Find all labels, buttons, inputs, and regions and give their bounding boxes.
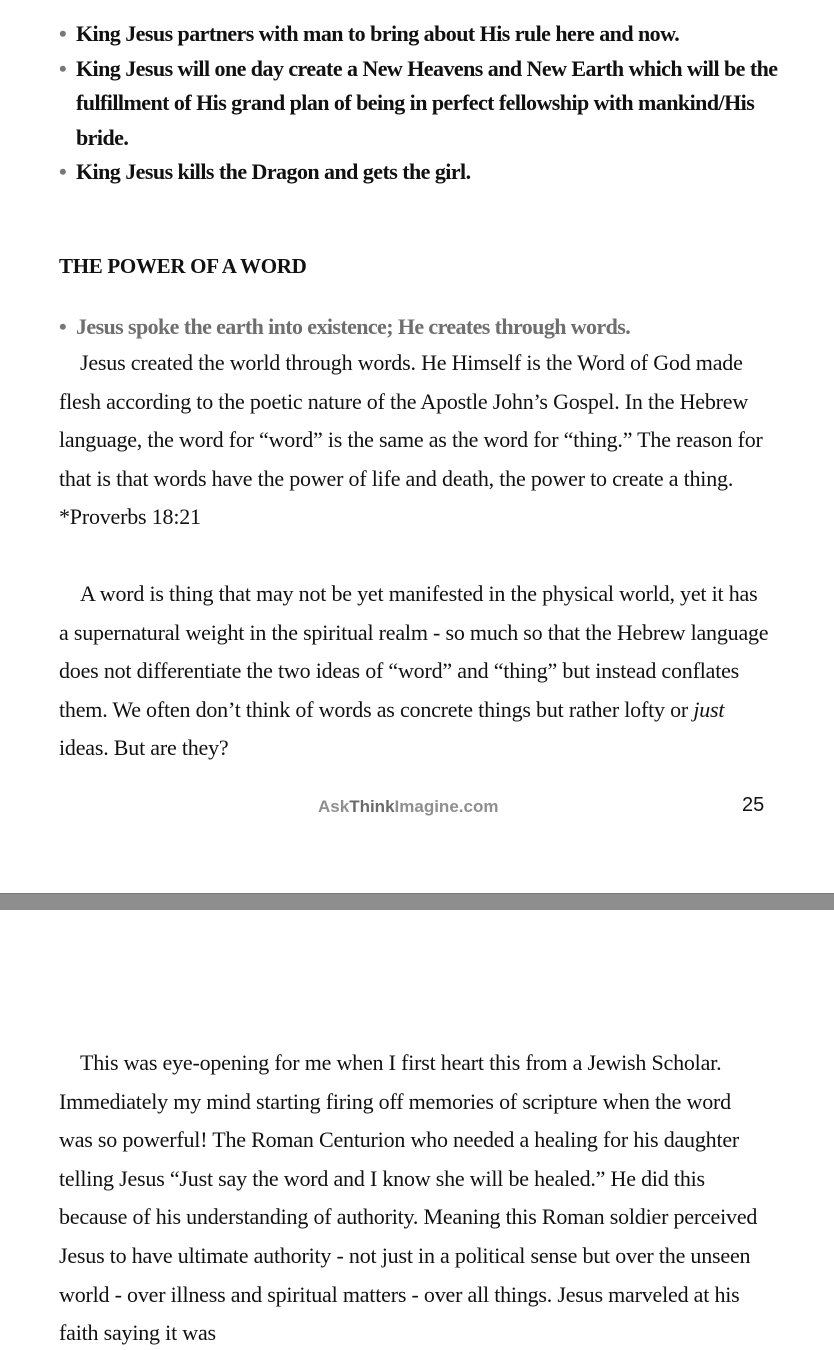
document-page-26 [0,910,834,1350]
paragraph-centurion [59,1044,769,1350]
paragraph-1-text: Jesus created the world through words. He Himself is the Word of God made flesh according to the poetic nature of the Apostle John’s Gospel. In the Hebrew language, the word for “word” is the same as the word for “thing.” The reason for that is that words have the power of life and death, the power to create a thing. *Proverbs 18:21 [59,350,763,530]
footer-website [318,797,498,817]
page-divider [0,893,834,910]
paragraph-word-of-god [59,344,769,537]
king-jesus-bullet-list [59,17,779,190]
bullet-item-1 [59,17,779,52]
paragraph-word-thing [59,575,769,768]
paragraph-2-emphasis: just [693,696,725,722]
bullet-dot-icon: • [59,21,67,46]
bullet-item-2 [59,52,779,156]
footer-site-part-3: Imagine.com [394,797,499,816]
bullet-text-3: King Jesus kills the Dragon and gets the girl. [76,159,471,184]
highlight-bullet-text: Jesus spoke the earth into existence; He creates through words. [76,314,631,339]
paragraph-2-text-b: ideas. But are they? [59,735,229,761]
bullet-item-3 [59,155,779,190]
bullet-text-1: King Jesus partners with man to bring about His rule here and now. [76,21,680,46]
bullet-text-2: King Jesus will one day create a New Heavens and New Earth which will be the fulfillment of His grand plan of being in perfect fellowship with mankind/His bride. [76,55,778,150]
page-number: 25 [742,794,765,816]
paragraph-2-text-a: A word is thing that may not be yet manifested in the physical world, yet it has a supernatural weight in the spiritual realm - so much so that the Hebrew language does not differentiate the two ideas of “word” and “thing” but instead conflates them. We often don’t think of words as concrete things but rather lofty or [59,581,769,722]
bullet-dot-icon: • [59,55,67,81]
highlight-bullet [59,310,796,344]
section-heading: THE POWER OF A WORD [59,254,307,278]
paragraph-3-text: This was eye-opening for me when I first heart this from a Jewish Scholar. Immediately my mind starting firing off memories of scripture when the word was so powerful! The Roman Centurion who needed a healing for his daughter telling Jesus “Just say the word and I know she will be healed.” He did this because of his understanding of authority. Meaning this Roman soldier perceived Jesus to have ultimate authority - not just in a political sense but over the unseen world - over illness and spiritual matters - over all things. Jesus marveled at his faith saying it was [59,1050,758,1346]
bullet-dot-icon: • [59,314,67,339]
footer-site-part-2: Think [349,797,395,816]
bullet-dot-icon: • [59,159,67,184]
footer-site-part-1: Ask [318,797,350,816]
